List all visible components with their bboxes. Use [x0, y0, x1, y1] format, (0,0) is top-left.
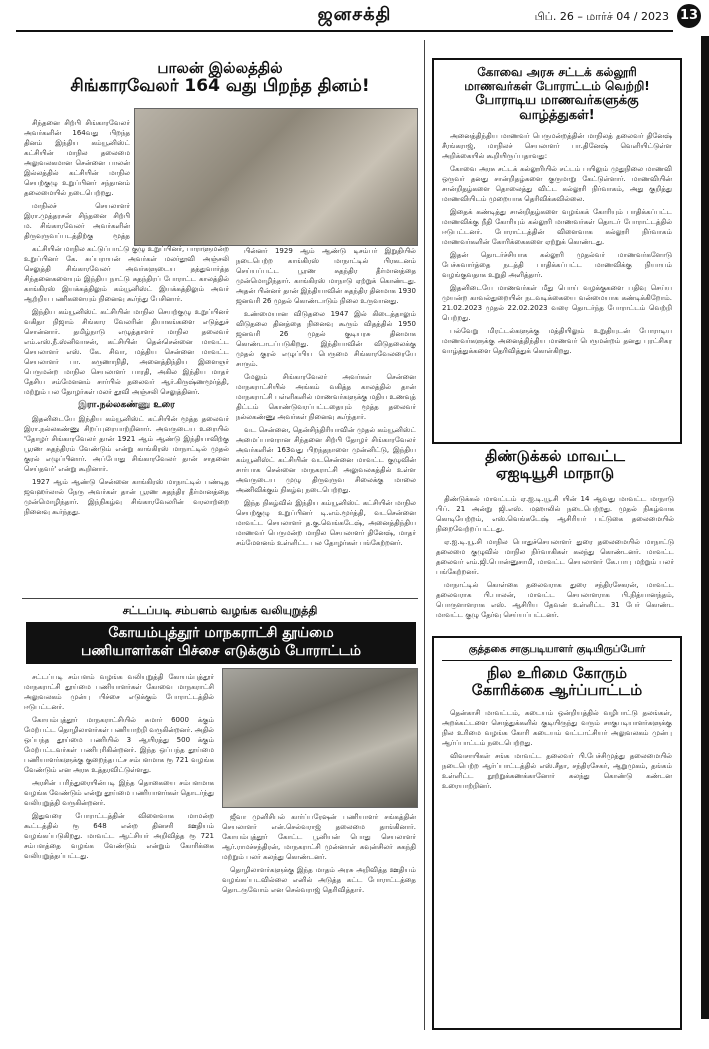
law-college-headline	[434, 66, 680, 123]
land-rights-headline-line1: நில உரிமை கோரும்	[486, 664, 628, 682]
story1-col2-para: உண்மையான விடுதலை 1947 இல் கிடைத்தாலும் விடுதலை தினத்தை நினைவு கூரும் விதத்தில் 1950 ஜனவரி 26 முதல் குடியரசு தினமாக கொண்டாடப்படுகிறது. இந்தியாவின் விடுதலைக்கு முதல் குரல் எழுப்பிய பெருமை சிங்காரவேலரையே சாரும்.	[236, 310, 416, 368]
land-rights-headline-line2: கோரிக்கை ஆர்ப்பாட்டம்	[471, 681, 643, 700]
aituc-para: மாநாட்டில் கொள்கை தலைவராக துரை சந்திரசேகரன், மாவட்ட தலைவராக பி.பாலன், மாவட்ட செயலாளராக பி.நித்யானந்தம், பொருளாளராக எஸ். ஆசிரிய தேவன் உள்ளிட்ட 31 பேர் கொண்ட மாவட்ட குழு தேர்வு செய்யப்பட்டனர்.	[436, 581, 674, 619]
story1-col1-para: மாநிலச் செயலாளர் இரா.முத்தரசன் சிந்தனை சிற்பி ம. சிங்காரவேலர் அவர்களின் திருவுருவப்படத்திற்கு மூத்த	[24, 202, 130, 240]
land-rights-body	[442, 708, 672, 998]
aituc-headline-line1: திண்டுக்கல் மாவட்ட	[485, 447, 625, 465]
aituc-headline-line2: ஏஐடியூசி மாநாடு	[495, 464, 615, 483]
protest-photo	[222, 668, 418, 808]
story2-col1-para: அரசின் பரிந்துரையின்படி இந்த தொகையை சம்பளமாக வழங்க வேண்டும் என்று தூய்மை பணியாளர்கள் தொடர்ந்து வலியுறுத்தி வருகின்றனர்.	[24, 779, 214, 807]
law-college-para: அனைத்திந்திய மாணவர் பெருமன்றத்தின் மாநிலத் தலைவர் தினேஷ் சீரங்கராஜ், மாநிலச் செயலாளர் பா.தினேஷ் வெளியிட்டுள்ள அறிக்கையில் கூறியிருப்பதாவது:	[442, 132, 672, 161]
story2-headline	[26, 622, 416, 664]
story-divider	[22, 598, 418, 599]
story1-col1-para: இதனிடையே இந்திய கம்யூனிஸ்ட் கட்சியின் மூத்த தலைவர் இரா.நல்லகண்ணு சிறப்புரையாற்றினார். அவருடைய உரையில் 'தோழர் சிங்காரவேலர் தான் 1921 ஆம் ஆண்டு இந்தியாவிற்கு பூரண சுதந்திரம் வேண்டும் என்று காங்கிரஸ் மாநாட்டில் முதல் குரல் எழுப்பினார். அப்போது சிங்காரவேலர் தான் சாதனை செய்தவர்' என்று கூறினார்.	[24, 415, 229, 473]
story1-col2-para: மேலும் சிங்காரவேலர் அவர்கள் சென்னை மாநகராட்சியில் அங்கம் வகித்த காலத்தில் தான் மாநகராட்சி பள்ளிகளில் மாணவர்களுக்கு மதிய உணவுத் திட்டம் கொண்டுவரப்பட்டதையும் மூத்த தலைவர் நல்லகண்ணு அவர்கள் நினைவு கூர்ந்தார்.	[236, 373, 416, 421]
story2-col2	[222, 812, 416, 1028]
law-college-title-line4: வாழ்த்துகள்!	[519, 107, 595, 123]
story1-headline	[22, 60, 418, 97]
aituc-para: ஏ.ஐ.டி.யூ.சி மாநில பொதுச்செயலாளர் துரை தலைமையில் மாநாட்டு தலைமை குழுவில் மாநில நிர்வாகிகள் கலந்து கொண்டனர். மாவட்ட தலைவர் எம்.ஜி.பொன்னுசாமி, மாவட்ட செயலாளர் கே.பாபு மற்றும் பலர் பங்கேற்றனர்.	[436, 538, 674, 576]
law-college-body	[442, 131, 672, 415]
story2-col1-para: சட்டப்படி சம்பளம் வழங்க வலியுறுத்தி கோயம்புத்தூர் மாநகராட்சி தூய்மை பணியாளர்கள் கோவை மாநகராட்சி அலுவலகம் முன்பு பிச்சை எடுக்கும் போராட்டத்தில் ஈடுபட்டனர்.	[24, 673, 214, 711]
story1-col2-para: வட சென்னை, தென்சிந்திரியாவின் முதல் கம்யூனிஸ்ட் அமைப்பாளரான சிந்தனை சிற்பி தோழர் சிங்காரவேலர் அவர்களின் 163வது பிறந்தநாளை முன்னிட்டு, இந்திய கம்யூனிஸ்ட் கட்சியின் வடசென்னை மாவட்ட குழுவின் சார்பாக சென்னை மாநகராட்சி அலுவலகத்தில் உள்ள அவருடைய முழு திருவுருவ சிலைக்கு மாலை அணிவிக்கும் நிகழ்வு நடைபெற்றது.	[236, 426, 416, 494]
column-rule	[424, 40, 425, 1030]
law-college-para: கோவை அரசு சட்டக் கல்லூரியில் சட்டம் பயிலும் முதுநிலை மாணவி ஒருவர் தனது சான்றிதழ்களை குருமாறு கேட்டுள்ளார். மாணவியின் சான்றிதழ்களை தொலைத்து விட்ட கல்லூரி நிர்வாகம், அது குறித்து மாணவியிடம் முறையாக தெரிவிக்கவில்லை.	[442, 165, 672, 204]
law-college-title-line3: போராடிய மாணவர்களுக்கு	[475, 92, 639, 108]
land-rights-headline	[434, 665, 680, 700]
law-college-title-line2: மாணவர்கள் போராட்டம் வெற்றி!	[464, 78, 650, 93]
law-college-para: இதன் தொடர்ச்சியாக கல்லூரி முதல்வர் மாணவர்களோடு பேச்சுவார்த்தை நடத்தி பாதிக்கப்பட்ட மாணவிக்கு நியாயம் வழங்குவதாக உறுதி அளித்தார்.	[442, 251, 672, 280]
story1-col1-para: கட்சியின் மாநில கட்டுப்பாட்டு குழு உறுப்பினர், பாராளுமன்ற உறுப்பினர் கே. சுப்பராயன் அவர்கள் மலர்தூவி அஞ்சலி செலுத்தி சிங்காரவேலர் அவர்களுடைய தத்துவார்த்த சிந்தனைகளையும் இந்திய நாட்டு சுதந்திரப் போராட்ட காலத்தில் காங்கிரஸ் இயக்கத்திலும் கம்யூனிஸ்ட் இயக்கத்திலும் அவர் ஆற்றிய பணிகளையும் நினைவு கூர்ந்து பேசினார்.	[24, 245, 229, 303]
law-college-title-line1: கோவை அரசு சட்டக் கல்லூரி	[477, 65, 637, 79]
edge-strip	[701, 36, 709, 1019]
story1-headline-line1: பாலன் இல்லத்தில்	[157, 59, 283, 77]
masthead: ஜனசக்தி	[317, 4, 392, 25]
story1-col2-para: இந்த நிகழ்வில் இந்திய கம்யூனிஸ்ட் கட்சியின் மாநில செயற்குழு உறுப்பினர் டி.எம்.மூர்த்தி, வடசென்னை மாவட்ட செயலாளர் த.கு.வெங்கடேஷ், அனைத்திந்திய மாணவர் பெருமன்ற மாநில செயலாளர் தினேஷ், மாதர் சம்மேளனம் உள்ளிட்ட பல தோழர்கள் பங்கேற்றனர்.	[236, 499, 416, 547]
land-rights-box	[432, 636, 682, 1030]
story1-col1	[24, 118, 130, 240]
story2-col2-para: ஜீவா முனிசிபல் கார்ப்பரேஷன் பணியாளர் சங்கத்தின் செயலாளர் என்.செல்வராஜ் தலைமை தாங்கினார். கோயம்புத்தூர் கோட்ட பூனியன் பொது செயலாளர் ஆர்.ராமச்சந்திரன், மாநகராட்சி முன்னாள் கவுன்சிலர் சுகந்தி மற்றும் பலர் கலந்து கொண்டனர்.	[222, 813, 416, 861]
law-college-para: பல்வேறு மிரட்டல்களுக்கு மத்தியிலும் உறுதியுடன் போராடிய மாணவர்களுக்கு அனைத்திந்திய மாணவர் பெருமன்றம் தனது புரட்சிகர வாழ்த்துக்களை தெரிவித்துக் கொள்கிறது.	[442, 327, 672, 356]
story2-headline-line1: கோயம்புத்தூர் மாநகராட்சி தூய்மை	[108, 625, 334, 641]
story2-kicker: சட்டப்படி சம்பளம் வழங்க வலியுறுத்தி	[122, 604, 318, 617]
land-rights-para: விவசாயிகள் சங்க மாவட்ட தலைவர் பி.பேச்சிமுத்து தலைமையில் நடைபெற்ற ஆர்ப்பாட்டத்தில் எஸ்.சீதா, சந்திரசேகர், ஆறுமுகம், தங்கம் உள்ளிட்ட நூற்றுக்கணக்கானோர் கலந்து கொண்டு கண்டன உரையாற்றினர்.	[442, 751, 672, 790]
subhead-nallakannu: இரா.நல்லகண்ணு உரை	[78, 400, 175, 410]
law-college-para: இதைக் கண்டித்து சான்றிதழ்களை வழங்கக் கோரியும் பாதிக்கப்பட்ட மாணவிக்கு நீதி கோரியும் கல்லூரி மாணவர்கள் தொடர் போராட்டத்தில் ஈடுபட்டனர். போராட்டத்தின் விளைவாக கல்லூரி நிர்வாகம் மாணவர்களின் கோரிக்கைகளை ஏற்றுக் கொண்டது.	[442, 208, 672, 247]
dateline: பிப். 26 – மார்ச் 04 / 2023	[534, 10, 669, 23]
story1-col1-para: இந்திய கம்யூனிஸ்ட் கட்சியின் மாநில செயற்குழு உறுப்பினர் வகிதா நிஜாம் சிங்கார வேலரின் தியாகங்களை எடுத்துச் சொன்னார். தமிழ்நாடு எழுத்தாளர் மாநில தலைவர் எம்.எஸ்.நீ.ஸ்னிவாசன், கட்சியின் தென்சென்னை மாவட்ட செயலாளர் எஸ். கே. சிவா, மத்திய சென்னை மாவட்ட செயலாளர் பா. கருணாநிதி, அனைத்திந்திய இளைஞர் பெருமன்ற மாநில செயலாளர் பாரதி, அகில இந்திய மாதர் தேசிய சம்மேளனம் சார்பில் தலைவர் ஆர்.கிருஷ்ணமூர்த்தி, மற்றும் பல தோழர்கள் மலர் தூவி அஞ்சலி செலுத்தினர்.	[24, 308, 229, 396]
header-rule	[16, 30, 673, 32]
story2-col2-para: தொழிலாளர்களுக்கு இந்த மாதம் அரசு அறிவித்த ஊதியம் வழங்கப்படவில்லை எனில் அடுத்த கட்ட போராட்டத்தை தொடருவோம் என செல்வராஜ் தெரிவித்தார்.	[222, 866, 416, 894]
story1-headline-line2: சிங்காரவேலர் 164 வது பிறந்த தினம்!	[70, 76, 370, 97]
page-number: 13	[677, 4, 701, 28]
law-college-para: இதனிடையே மாணவர்கள் மீது பொய் வழக்குகளை பதிவு செய்ய முயன்ற காவல்துறையின் நடவடிக்கையை வன்மையாக கண்டிக்கிறோம். 21.02.2023 முதல் 22.02.2023 வரை தொடர்ந்த போராட்டம் வெற்றி பெற்றது.	[442, 284, 672, 323]
aituc-para: திண்டுக்கல் மாவட்டம் ஏ.ஐ.டி.யூ.சி யின் 14 ஆவது மாவட்ட மாநாடு பிப். 21 அன்று ஜி.எஸ். மஹாலில் நடைபெற்றது. முதல் நிகழ்வாக கொடியேற்றம், எஸ்.வெங்கடேஷ் ஆசிரியர் பட்டுகை தலைமையில் நிறைவேற்றப்பட்டது.	[436, 495, 674, 533]
law-college-box	[432, 58, 682, 444]
story1-col1-para: 1927 ஆம் ஆண்டு சென்னை காங்கிரஸ் மாநாட்டில் பண்டித ஜவஹர்லால் நேரு அவர்கள் தான் பூரண சுதந்திர தீர்மானத்தை முன்மொழிந்தார். இந்நிகழ்வு சிங்காரவேலரின் வரலாற்றை நினைவு கூர்ந்தது.	[24, 478, 229, 516]
land-rights-para: தென்காசி மாவட்டம், கடையம் ஒன்றியத்தில் வழிபாட்டு தலங்கள், அறக்கட்டளை சொத்துக்களில் குடியிருந்து வரும் சாகுபடியாளர்களுக்கு நில உரிமை வழங்க கோரி கடையம் வட்டாட்சியர் அலுவலகம் முன்பு ஆர்ப்பாட்டம் நடைபெற்றது.	[442, 708, 672, 747]
story1-col2	[236, 246, 416, 594]
story1-col1-para: சிந்தனை சிற்பி சிங்காரவேலர் அவர்களின் 164வது பிறந்த தினம் இந்திய கம்யூனிஸ்ட் கட்சியின் மாநில தலைமை அலுவலகமான சென்னை பாலன் இல்லத்தில் கட்சியின் மாநில செயற்குழு உறுப்பினர் சந்தானம் தலைமையில் நடைபெற்றது.	[24, 119, 130, 197]
aituc-body	[436, 494, 674, 622]
land-rights-kicker: குத்தகை சாகுபடியாளர் குடியிருப்போர்	[468, 644, 646, 655]
event-photo	[134, 108, 418, 246]
story1-col2-para: பின்னர் 1929 ஆம் ஆண்டு டிசம்பர் இறுதியில் நடைபெற்ற காங்கிரஸ் மாநாட்டில் பிரகடனம் செய்யப்பட்ட பூரண சுதந்திர தீர்மானத்தை முன்மொழிந்தார். காங்கிரஸ் மாநாடு ஏற்றுக் கொண்டது. அதன் பின்னர் தான் இந்தியாவின் சுதந்திர தினமாக 1930 ஜனவரி 26 முதல் கொண்டாடும் நிலை உருவானது.	[236, 247, 416, 305]
story1-col1-lower	[24, 244, 229, 594]
story2-col1	[24, 672, 214, 1028]
story2-col1-para: இதுவரை போராட்டத்தின் விளைவாக மாமன்ற கூட்டத்தில் ரூ 648 என்ற தினசரி ஊதியம் வழங்கப்படுகிறது. மாவட்ட ஆட்சியர் அறிவித்த ரூ 721 சம்பளத்தை வழங்க வேண்டும் என்றும் கோரிக்கை வலியுறுத்தப்பட்டது.	[24, 812, 214, 860]
story2-headline-line2: பணியாளர்கள் பிச்சை எடுக்கும் போராட்டம்	[80, 643, 361, 659]
story2-col1-para: கோயம்புத்தூர் மாநகராட்சியில் சுமார் 6000 க்கும் மேற்பட்ட தொழிலாளர்கள் பணியாற்றி வருகின்றனர். அதில் ஒப்பந்த தூய்மை பணியில் 3 ஆயிரத்து 500 க்கும் மேற்பட்டவர்கள் பணிபுரிகின்றனர். இந்த ஒப்பந்த தூய்மை பணியாளர்களுக்கு குறைந்தபட்ச சம்பளமாக ரூ 721 வழங்க வேண்டும் என அரசு உத்தரவிட்டுள்ளது.	[24, 716, 214, 774]
aituc-headline	[432, 448, 678, 483]
